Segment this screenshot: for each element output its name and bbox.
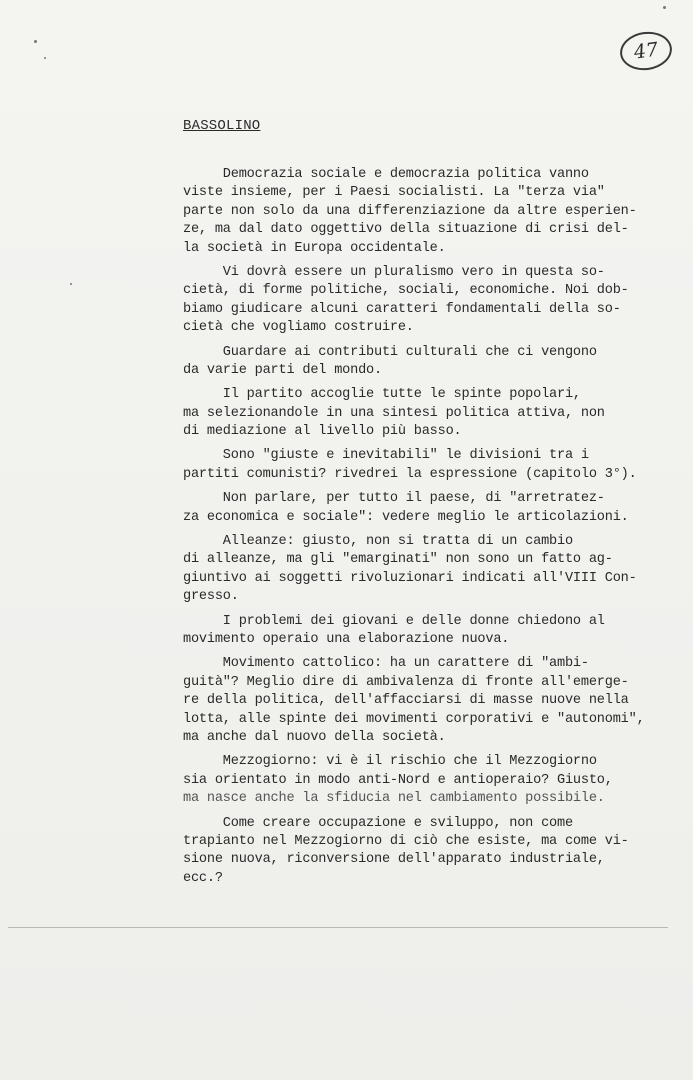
- text-line: Alleanze: giusto, non si tratta di un cambio: [183, 534, 573, 550]
- paragraph: [183, 613, 673, 650]
- paper-speck: [663, 6, 666, 9]
- paragraph: [183, 344, 673, 381]
- document-title: BASSOLINO: [183, 118, 261, 134]
- text-line: gresso.: [183, 589, 239, 605]
- text-line: Sono "giuste e inevitabili" le divisioni tra i: [183, 448, 589, 464]
- text-line: biamo giudicare alcuni caratteri fondamentali della so-: [183, 301, 621, 317]
- text-line: Mezzogiorno: vi è il rischio che il Mezzogiorno: [183, 754, 597, 770]
- paper-speck: [70, 283, 72, 285]
- text-line: cietà, di forme politiche, sociali, economiche. Noi dob-: [183, 283, 629, 299]
- page-fold-line: [8, 927, 668, 928]
- text-line: di mediazione al livello più basso.: [183, 424, 462, 440]
- paragraph: [183, 264, 673, 338]
- text-line: ma nasce anche la sfiducia nel cambiamento possibile.: [183, 791, 605, 807]
- text-line: re della politica, dell'affacciarsi di masse nuove nella: [183, 693, 629, 709]
- paragraph: [183, 386, 673, 441]
- text-line: Non parlare, per tutto il paese, di "arretratez-: [183, 491, 605, 507]
- text-line: da varie parti del mondo.: [183, 362, 382, 378]
- text-line: movimento operaio una elaborazione nuova.: [183, 631, 510, 647]
- text-line: Democrazia sociale e democrazia politica vanno: [183, 167, 589, 182]
- text-line: partiti comunisti? rivedrei la espressione (capitolo 3°).: [183, 466, 637, 482]
- paragraph: [183, 815, 673, 889]
- text-line: la società in Europa occidentale.: [183, 240, 446, 256]
- text-line: guità"? Meglio dire di ambivalenza di fronte all'emerge-: [183, 674, 629, 690]
- text-line: ze, ma dal dato oggettivo della situazione di crisi del-: [183, 222, 629, 238]
- paper-speck: [34, 40, 37, 43]
- text-line: viste insieme, per i Paesi socialisti. La "terza via": [183, 185, 605, 201]
- text-line: za economica e sociale": vedere meglio le articolazioni.: [183, 509, 629, 525]
- text-line: Vi dovrà essere un pluralismo vero in questa so-: [183, 264, 605, 280]
- text-line: sia orientato in modo anti-Nord e antioperaio? Giusto,: [183, 772, 613, 788]
- paragraph: [183, 533, 673, 607]
- paragraph: [183, 655, 673, 747]
- text-line: Come creare occupazione e sviluppo, non come: [183, 815, 573, 831]
- paragraph: [183, 490, 673, 527]
- text-line: trapianto nel Mezzogiorno di ciò che esiste, ma come vi-: [183, 833, 629, 849]
- handwritten-page-number: 47: [618, 29, 675, 74]
- paragraph: [183, 166, 673, 258]
- text-line: Guardare ai contributi culturali che ci vengono: [183, 344, 597, 360]
- text-line: Movimento cattolico: ha un carattere di "ambi-: [183, 656, 589, 672]
- text-line: I problemi dei giovani e delle donne chiedono al: [183, 613, 605, 629]
- text-line: cietà che vogliamo costruire.: [183, 320, 414, 336]
- text-line: giuntivo ai soggetti rivoluzionari indicati all'VIII Con-: [183, 570, 637, 586]
- text-line: ma anche dal nuovo della società.: [183, 729, 446, 745]
- text-line: di alleanze, ma gli "emarginati" non sono un fatto ag-: [183, 552, 613, 568]
- paragraph: [183, 753, 673, 808]
- text-line: ecc.?: [183, 870, 223, 886]
- document-body: [183, 166, 673, 894]
- paper-speck: [44, 57, 46, 59]
- text-line: parte non solo da una differenziazione da altre esperien-: [183, 203, 637, 219]
- text-line: sione nuova, riconversione dell'apparato industriale,: [183, 852, 605, 868]
- text-line: Il partito accoglie tutte le spinte popolari,: [183, 387, 581, 403]
- text-line: lotta, alle spinte dei movimenti corporativi e "autonomi",: [183, 711, 645, 727]
- text-line: ma selezionandole in una sintesi politica attiva, non: [183, 405, 605, 421]
- paragraph: [183, 447, 673, 484]
